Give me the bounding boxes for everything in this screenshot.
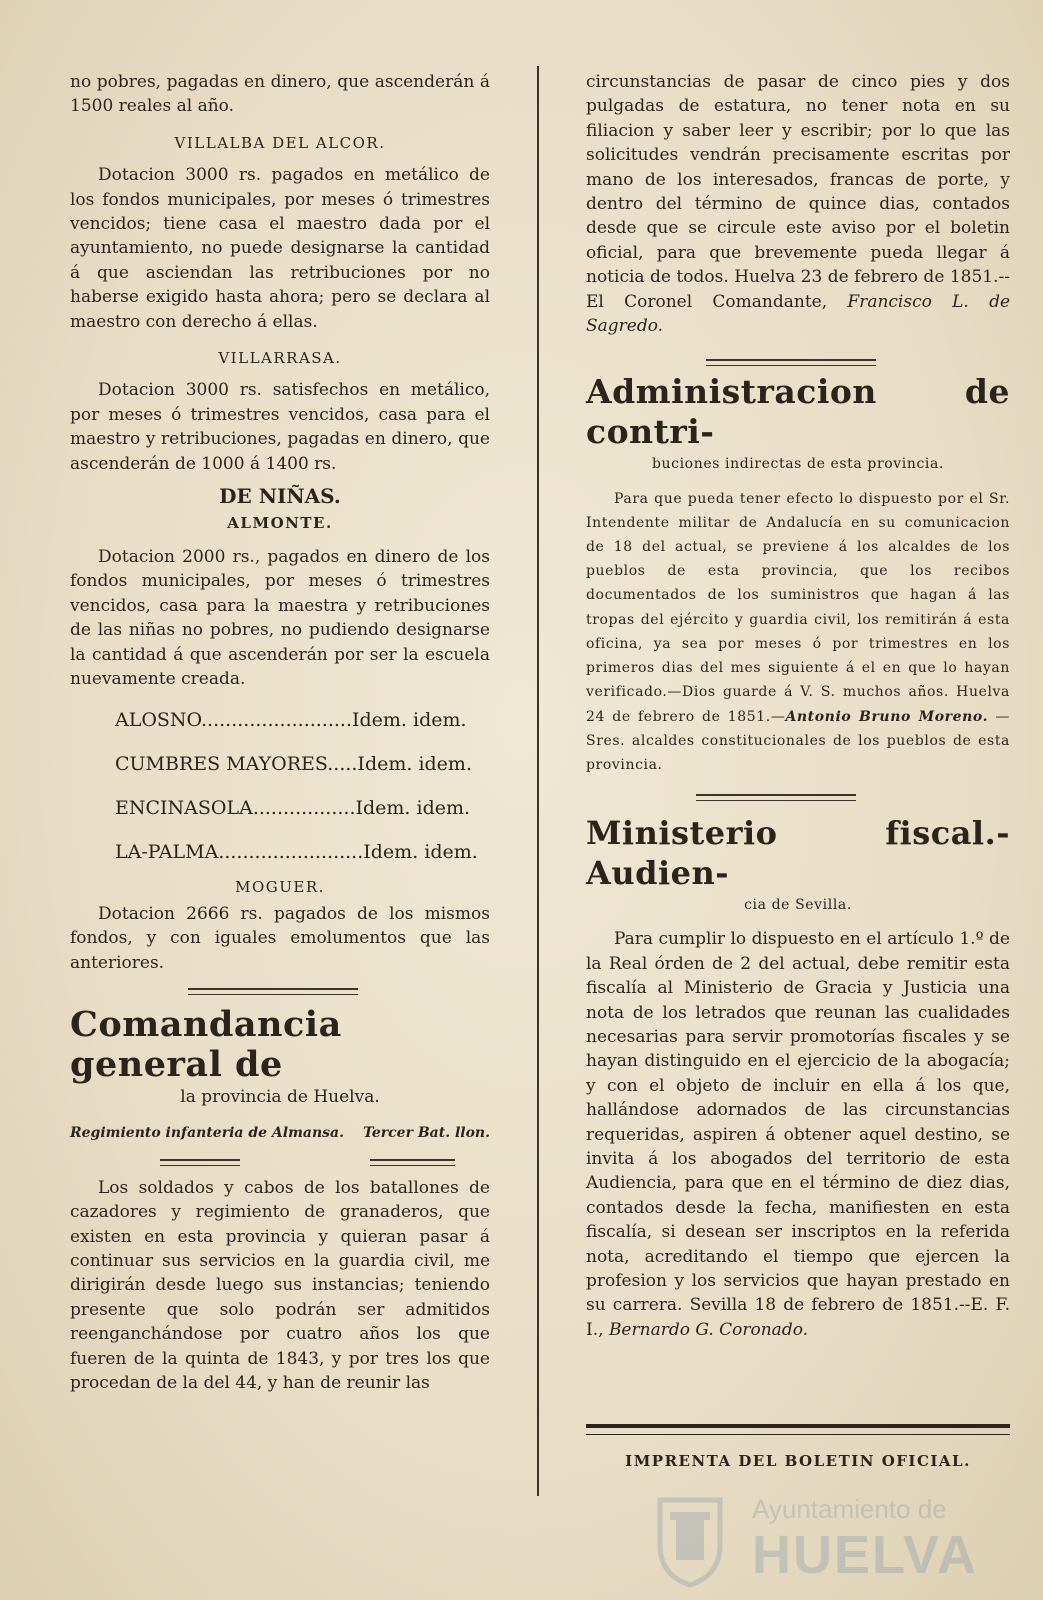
heading-villarrasa: VILLARRASA. xyxy=(218,349,342,368)
ornament-rule-admin xyxy=(586,356,1010,366)
heading-moguer: MOGUER. xyxy=(235,878,325,897)
paragraph-ministerio: Para cumplir lo dispuesto en el artículo 1.º de la Real órden de 2 del actual, debe remitir esta fiscalía al Ministerio de Gracia y Justicia una nota de los letrados que reunan las cualidades necesarias para servir promotorías fiscales y se hayan distinguido en el ejercicio de la abogacía; y con el objeto de incluir en ella á los que, hallándose adornados de las circunstancias requeridas, aspiren á obtener aquel destino, se invita á los abogados del territorio de esta Audiencia, para que en el término de diez dias, contados desde la fecha, manifiesten en esta fiscalía, si desean ser inscriptos en la referida nota, acreditando el tiempo que ejercen la profesion y los servicios que hayan prestado en su carrera. Sevilla 18 de febrero de 1851.--E. F. I., Bernardo G. Coronado. xyxy=(586,929,1010,1340)
ornament-rule xyxy=(70,985,490,995)
regiment-line xyxy=(70,1121,490,1145)
shield-icon xyxy=(640,1490,740,1590)
right-column xyxy=(586,70,1010,1342)
paragraph-almonte: Dotacion 2000 rs., pagados en dinero de los fondos municipales, por meses ó trimestres vencidos, casa para la maestra y retribuciones de las niñas no pobres, no pudiendo designarse la cantidad á que ascenderán por ser la escuela nuevamente creada. xyxy=(70,546,490,689)
idem-row-cumbres: CUMBRES MAYORES.....Idem. idem. xyxy=(115,753,472,776)
column-divider xyxy=(537,66,539,1496)
signature-coronado: Bernardo G. Coronado. xyxy=(608,1319,809,1340)
imprenta-footer: IMPRENTA DEL BOLETIN OFICIAL. xyxy=(625,1452,971,1470)
signature-moreno: Antonio Bruno Moreno. xyxy=(785,708,989,725)
heading-de-ninas: DE NIÑAS. xyxy=(219,484,341,509)
paragraph-villarrasa: Dotacion 3000 rs. satisfechos en metálico, por meses ó trimestres vencidos, casa para el maestro y retribuciones, pagadas en dinero, que ascenderán de 1000 á 1400 rs. xyxy=(70,380,490,474)
title-administracion-cont: buciones indirectas de esta provincia. xyxy=(651,456,944,473)
ayuntamiento-watermark xyxy=(640,1490,980,1590)
heading-villalba: VILLALBA DEL ALCOR. xyxy=(174,133,386,152)
battalion-name: Tercer Bat. llon. xyxy=(363,1125,490,1142)
title-ministerio: Ministerio fiscal.-Audien- xyxy=(586,814,1010,893)
watermark-line1: Ayuntamiento de xyxy=(752,1494,947,1524)
title-comandancia: Comandancia general de xyxy=(70,1003,342,1085)
ornament-rule-ministerio xyxy=(586,791,1010,801)
left-column xyxy=(70,70,490,1395)
ornament-rule-double xyxy=(70,1156,490,1166)
title-administracion: Administracion de contri- xyxy=(586,372,1010,452)
watermark-line2: HUELVA xyxy=(752,1525,978,1585)
paragraph-continuation: no pobres, pagadas en dinero, que ascenderán á 1500 reales al año. xyxy=(70,72,490,117)
idem-row-la-palma: LA-PALMA........................Idem. idem. xyxy=(115,841,478,864)
paragraph-moguer: Dotacion 2666 rs. pagados de los mismos fondos, y con iguales emolumentos que las anteriores. xyxy=(70,903,490,973)
paragraph-villalba: Dotacion 3000 rs. pagados en metálico de los fondos municipales, por meses ó trimestres vencidos; tiene casa el maestro dada por el ayuntamiento, no puede designarse la cantidad á que asciendan las retribuciones por no haberse exigido hasta ahora; pero se declara al maestro con derecho á ellas. xyxy=(70,165,490,332)
closing-rule xyxy=(586,1424,1010,1435)
idem-row-alosno: ALOSNO.........................Idem. idem. xyxy=(115,709,467,732)
signature-sagredo: Francisco L. de Sagredo. xyxy=(586,291,1011,337)
title-comandancia-cont: la provincia de Huelva. xyxy=(180,1086,380,1107)
regiment-name: Regimiento infanteria de Almansa. xyxy=(70,1125,344,1142)
paragraph-administracion: Para que pueda tener efecto lo dispuesto por el Sr. Intendente militar de Andalucía en su comunicacion de 18 del actual, se previene á los alcaldes de los pueblos de esta provincia, que los recibos documentados de los suministros que hagan á las tropas del ejército y guardia civil, los remitirán á esta oficina, ya sea por meses ó por trimestres en los primeros dias del mes siguiente á el en que lo hayan verificado.—Dios guarde á V. S. muchos años. Huelva 24 de febrero de 1851.—Antonio Bruno Moreno. —Sres. alcaldes constitucionales de los pueblos de esta provincia. xyxy=(586,490,1010,773)
heading-almonte: ALMONTE. xyxy=(227,513,333,532)
paragraph-circunstancias: circunstancias de pasar de cinco pies y dos pulgadas de estatura, no tener nota en su filiacion y saber leer y escribir; por lo que las solicitudes vendrán precisamente escritas por mano de los interesados, francas de porte, y dentro del término de quince dias, contados desde que se circule este aviso por el boletin oficial, para que brevemente pueda llegar á noticia de todos. Huelva 23 de febrero de 1851.--El Coronel Comandante, Francisco L. de Sagredo. xyxy=(586,72,1011,337)
title-ministerio-cont: cia de Sevilla. xyxy=(744,897,852,914)
idem-row-encinasola: ENCINASOLA.................Idem. idem. xyxy=(115,797,471,820)
paragraph-soldados: Los soldados y cabos de los batallones de cazadores y regimiento de granaderos, que existen en esta provincia y quieran pasar á continuar sus servicios en la guardia civil, me dirigirán desde luego sus instancias; teniendo presente que solo podrán ser admitidos reenganchándose por cuatro años los que fueren de la quinta de 1843, y por tres los que procedan de la del 44, y han de reunir las xyxy=(70,1177,490,1394)
